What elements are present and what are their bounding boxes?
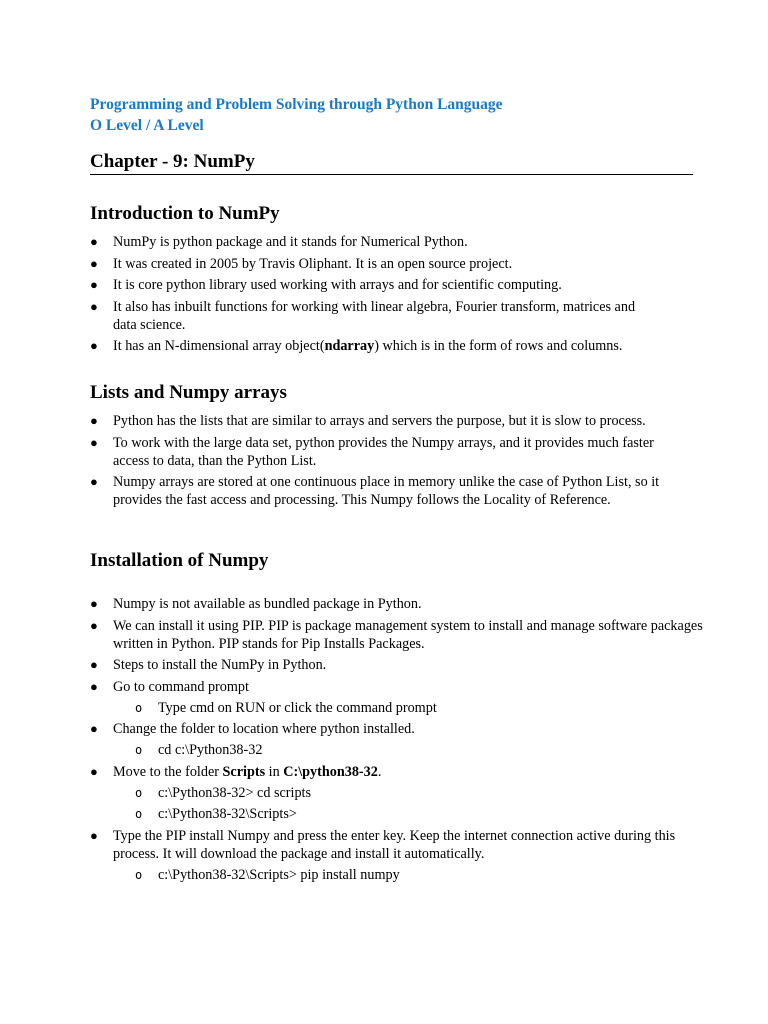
list-item: ● Steps to install the NumPy in Python. — [90, 657, 327, 673]
list-item: ● Type the PIP install Numpy and press the enter key. Keep the internet connection active during this process. It will download the package and install it automatically. o c:\Python38-32\Scripts> pip install numpy — [90, 827, 693, 884]
list-item: ● It is core python library used working with arrays and for scientific computing. — [90, 277, 562, 293]
circle-bullet-icon: o — [135, 807, 143, 821]
course-title-line1: Programming and Problem Solving through Python Language — [90, 96, 503, 113]
intro-heading: Introduction to NumPy — [90, 203, 280, 224]
list-item: ● Python has the lists that are similar to arrays and servers the purpose, but it is slow to process. — [90, 413, 646, 429]
circle-bullet-icon: o — [135, 743, 143, 757]
list-item: ● It also has inbuilt functions for working with linear algebra, Fourier transform, matrices and data science. — [90, 298, 636, 333]
sub-list — [113, 741, 693, 759]
circle-bullet-icon: o — [135, 867, 143, 882]
list-item: ● Numpy arrays are stored at one continuous place in memory unlike the case of Python List, so it provides the fast access and processing. This Numpy follows the Locality of Reference. — [90, 474, 660, 508]
bullet-icon: ● — [90, 298, 98, 314]
intro-list — [90, 233, 693, 359]
bullet-icon: ● — [90, 255, 98, 271]
bullet-icon: ● — [90, 434, 98, 450]
ndarray-term: ndarray — [324, 338, 375, 354]
sub-list — [113, 784, 693, 824]
bullet-icon: ● — [90, 234, 98, 249]
bullet-icon: ● — [90, 678, 98, 694]
sub-list-item: o c:\Python38-32\Scripts> — [135, 806, 297, 822]
course-title-line2: O Level / A Level — [90, 117, 204, 134]
bullet-icon: ● — [90, 617, 98, 633]
bullet-icon: ● — [90, 474, 98, 489]
list-item: ● NumPy is python package and it stands for Numerical Python. — [90, 234, 468, 250]
list-item: ● We can install it using PIP. PIP is package management system to install and manage software packages written in Python. PIP stands for Pip Installs Packages. — [90, 617, 703, 652]
sub-list-item: o Type cmd on RUN or click the command prompt — [135, 699, 437, 716]
bullet-icon: ● — [90, 413, 98, 428]
lists-heading: Lists and Numpy arrays — [90, 382, 287, 403]
bullet-icon: ● — [90, 721, 98, 736]
list-item: ● To work with the large data set, python provides the Numpy arrays, and it provides much faster access to data, than the Python List. — [90, 434, 654, 469]
circle-bullet-icon: o — [135, 700, 143, 715]
sub-list — [113, 699, 693, 717]
bullet-icon: ● — [90, 277, 98, 292]
sub-list — [113, 866, 693, 884]
install-heading: Installation of Numpy — [90, 550, 269, 571]
sub-list-item: o c:\Python38-32> cd scripts — [135, 784, 312, 801]
bullet-icon: ● — [90, 596, 98, 611]
list-item: ● It has an N-dimensional array object(ndarray) which is in the form of rows and columns. — [90, 338, 623, 354]
bullet-icon: ● — [90, 657, 98, 672]
chapter-heading: Chapter - 9: NumPy — [90, 151, 693, 175]
python-path: C:\python38-32 — [283, 763, 378, 780]
sub-list-item: o cd c:\Python38-32 — [135, 742, 263, 758]
install-list — [90, 595, 703, 887]
lists-list — [90, 412, 693, 513]
bullet-icon: ● — [90, 763, 98, 779]
list-item: ● Move to the folder Scripts in C:\python38-32. o c:\Python38-32> cd scripts o c:\Python38-32\Scripts> — [90, 763, 693, 824]
list-item: ● Numpy is not available as bundled package in Python. — [90, 596, 422, 612]
bullet-icon: ● — [90, 827, 98, 843]
circle-bullet-icon: o — [135, 785, 143, 800]
list-item: ● Change the folder to location where python installed. o cd c:\Python38-32 — [90, 720, 693, 759]
scripts-folder: Scripts — [222, 763, 266, 780]
bullet-icon: ● — [90, 338, 98, 353]
list-item: ● It was created in 2005 by Travis Oliphant. It is an open source project. — [90, 255, 513, 272]
course-title — [90, 94, 503, 136]
sub-list-item: o c:\Python38-32\Scripts> pip install numpy — [135, 866, 400, 883]
list-item: ● Go to command prompt o Type cmd on RUN or click the command prompt — [90, 678, 693, 717]
